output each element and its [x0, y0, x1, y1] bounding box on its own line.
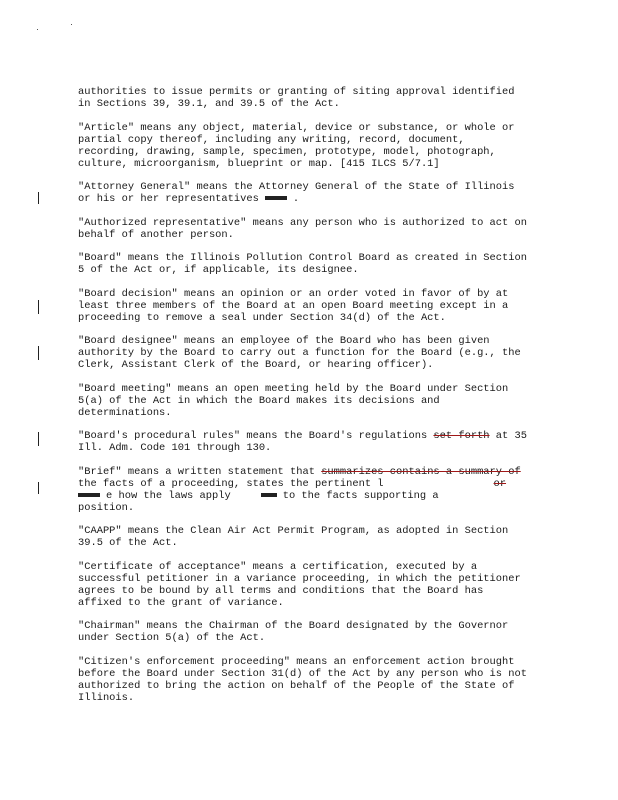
change-bar-board-decision: [38, 300, 39, 314]
definition-caapp: [78, 525, 548, 549]
change-bar-attorney: [38, 192, 39, 204]
text-line: successful petitioner in a variance proceeding, in which the petitioner: [78, 572, 521, 585]
change-bar-brief: [38, 482, 39, 494]
text-line: [78, 466, 548, 478]
text-fragment: "Board's procedural rules" means the Board's regulations: [78, 430, 434, 442]
text-line: position.: [78, 501, 135, 514]
text-line: "Authorized representative" means any person who is authorized to act on: [78, 216, 527, 229]
text-line: "Board decision" means an opinion or an order voted in favor of by at: [78, 287, 509, 300]
struck-text: or: [493, 477, 507, 490]
definition-citizens-enforcement: [78, 656, 548, 704]
change-bar-board-designee: [38, 346, 39, 360]
text-line: authority by the Board to carry out a function for the Board (e.g., the: [78, 347, 521, 359]
document-page: [78, 86, 548, 715]
redaction-mark: [261, 493, 277, 497]
definition-board-decision: [78, 288, 548, 324]
definition-board-designee: [78, 335, 548, 371]
text-line: "Certificate of acceptance" means a certification, executed by a: [78, 560, 478, 573]
text-line: Illinois.: [78, 691, 135, 704]
text-line: agrees to be bound by all terms and conditions that the Board has: [78, 584, 484, 597]
definition-procedural-rules: [78, 430, 548, 454]
struck-text: summarizes contains a summary of: [321, 465, 521, 478]
text-fragment: .: [292, 193, 300, 205]
definition-article: [78, 122, 548, 170]
text-fragment: e how the laws apply: [106, 489, 231, 502]
text-line: proceeding to remove a seal under Section 34(d) of the Act.: [78, 311, 446, 324]
text-line: Ill. Adm. Code 101 through 130.: [78, 442, 272, 454]
text-fragment: to the facts supporting a: [282, 489, 439, 502]
text-line: "Article" means any object, material, device or substance, or whole or: [78, 121, 515, 134]
text-line: [78, 193, 548, 205]
text-line: Clerk, Assistant Clerk of the Board, or hearing officer).: [78, 359, 434, 371]
text-line: least three members of the Board at an open Board meeting except in a: [78, 299, 509, 312]
text-line: in Sections 39, 39.1, and 39.5 of the Act.: [78, 98, 340, 110]
definition-board: [78, 252, 548, 276]
definition-certificate-of-acceptance: [78, 561, 548, 609]
struck-text: set forth: [433, 430, 490, 442]
text-fragment: the facts of a proceeding, states the pertinent l: [78, 477, 384, 490]
paragraph-intro: [78, 86, 548, 110]
text-line: under Section 5(a) of the Act.: [78, 632, 266, 644]
definition-attorney-general: [78, 181, 548, 205]
text-line: affixed to the grant of variance.: [78, 596, 284, 609]
definition-brief: [78, 466, 548, 514]
text-line: recording, drawing, sample, specimen, prototype, model, photograph,: [78, 145, 496, 158]
text-line: "Board" means the Illinois Pollution Control Board as created in Section: [78, 252, 527, 264]
text-line: 39.5 of the Act.: [78, 537, 178, 549]
text-line: [78, 490, 548, 502]
text-fragment: or his or her representatives: [78, 193, 259, 205]
text-line: 5(a) of the Act in which the Board makes its decisions and: [78, 394, 440, 407]
text-line: "Chairman" means the Chairman of the Board designated by the Governor: [78, 620, 509, 632]
text-line: determinations.: [78, 406, 172, 419]
definition-board-meeting: [78, 383, 548, 419]
text-line: partial copy thereof, including any writing, record, document,: [78, 133, 465, 146]
text-line: authorized to bring the action on behalf of the People of the State of: [78, 679, 515, 692]
text-line: "Board meeting" means an open meeting held by the Board under Section: [78, 382, 509, 395]
text-line: before the Board under Section 31(d) of the Act by any person who is not: [78, 667, 527, 680]
text-fragment: "Brief" means a written statement that: [78, 465, 322, 478]
change-bar-procedural: [38, 432, 39, 446]
text-line: culture, microorganism, blueprint or map. [415 ILCS 5/7.1]: [78, 157, 440, 170]
redaction-mark: [265, 196, 287, 200]
redaction-mark: [78, 493, 100, 497]
text-line: "Attorney General" means the Attorney General of the State of Illinois: [78, 181, 515, 193]
scan-speck: [37, 29, 38, 30]
text-line: "CAAPP" means the Clean Air Act Permit Program, as adopted in Section: [78, 525, 509, 537]
text-line: 5 of the Act or, if applicable, its designee.: [78, 264, 359, 276]
text-line: behalf of another person.: [78, 228, 234, 241]
definition-chairman: [78, 620, 548, 644]
text-line: [78, 478, 548, 490]
text-line: "Board designee" means an employee of the Board who has been given: [78, 335, 490, 347]
scan-speck: [71, 24, 72, 25]
definition-authorized-representative: [78, 217, 548, 241]
text-line: [78, 430, 548, 442]
text-fragment: at 35: [489, 430, 527, 442]
text-line: "Citizen's enforcement proceeding" means an enforcement action brought: [78, 655, 515, 668]
text-line: authorities to issue permits or granting of siting approval identified: [78, 86, 515, 98]
